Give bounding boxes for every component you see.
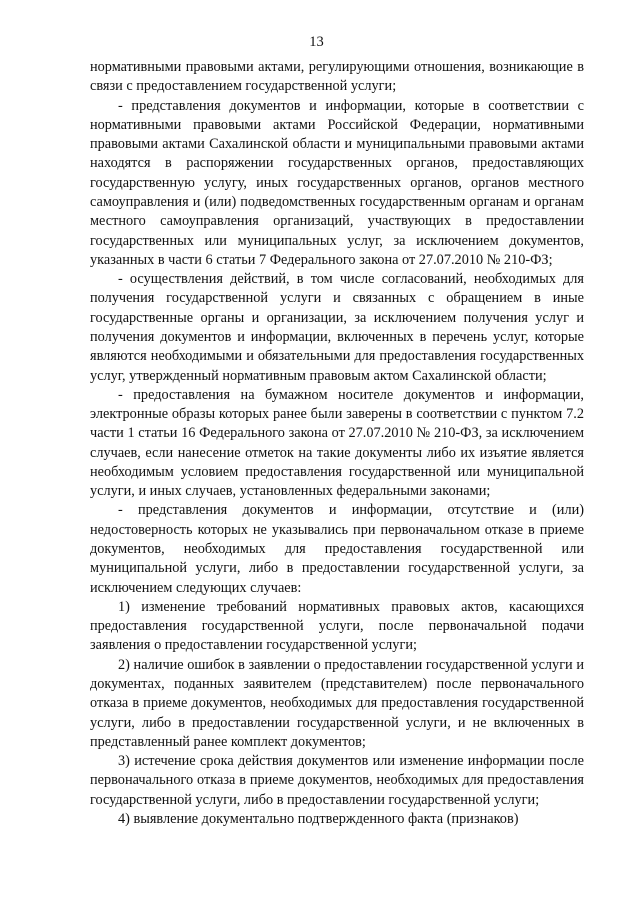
paragraph-2: - представления документов и информации, которые в соответствии с нормативными правовыми актами Российской Федерации, нормативными правовыми актами Сахалинской области и муниципальными правовыми актами находятся в распоряжении государственных органов, предоставляющих государственную услугу, иных государственных органов, органов местного самоуправления и (или) подведомственных государственным органам и органам местного самоуправления организаций, участвующих в предоставлении государственных или муниципальных услуг, за исключением документов, указанных в части 6 статьи 7 Федерального закона от 27.07.2010 № 210-ФЗ; [90, 97, 584, 268]
page-number: 13 [309, 34, 324, 50]
paragraph-3: - осуществления действий, в том числе согласований, необходимых для получения государственной услуги и связанных с обращением в иные государственные органы и организации, за исключением получения услуг и получения документов и информации, включенных в перечень услуг, которые являются необходимыми и обязательными для предоставления государственных услуг, утвержденный нормативным правовым актом Сахалинской области; [90, 271, 584, 384]
paragraph-5: - представления документов и информации, отсутствие и (или) недостоверность которых не указывались при первоначальном отказе в приеме документов, необходимых для предоставления государственной или муниципальной услуги, либо в предоставлении государственной услуги, за исключением следующих случаев: [90, 502, 584, 596]
paragraph-9: 4) выявление документально подтвержденного факта (признаков) [118, 810, 519, 827]
body-text [90, 58, 584, 829]
paragraph-6: 1) изменение требований нормативных правовых актов, касающихся предоставления государственной услуги, после первоначальной подачи заявления о предоставлении государственной услуги; [90, 598, 584, 654]
paragraph-1: нормативными правовыми актами, регулирующими отношения, возникающие в связи с предоставлением государственной услуги; [90, 59, 584, 95]
paragraph-4: - предоставления на бумажном носителе документов и информации, электронные образы которых ранее были заверены в соответствии с пунктом 7.2 части 1 статьи 16 Федерального закона от 27.07.2010 № 210-ФЗ, за исключением случаев, если нанесение отметок на такие документы либо их изъятие является необходимым условием предоставления государственной или муниципальной услуги, и иных случаев, установленных федеральными законами; [90, 386, 584, 500]
paragraph-7: 2) наличие ошибок в заявлении о предоставлении государственной услуги и документах, поданных заявителем (представителем) после первоначального отказа в приеме документов, необходимых для предоставления государственной услуги, либо в предоставлении государственной услуги, и не включенных в представленный ранее комплект документов; [90, 656, 584, 750]
paragraph-8: 3) истечение срока действия документов или изменение информации после первоначального отказа в приеме документов, необходимых для предоставления государственной услуги, либо в предоставлении государственной услуги; [90, 753, 584, 808]
